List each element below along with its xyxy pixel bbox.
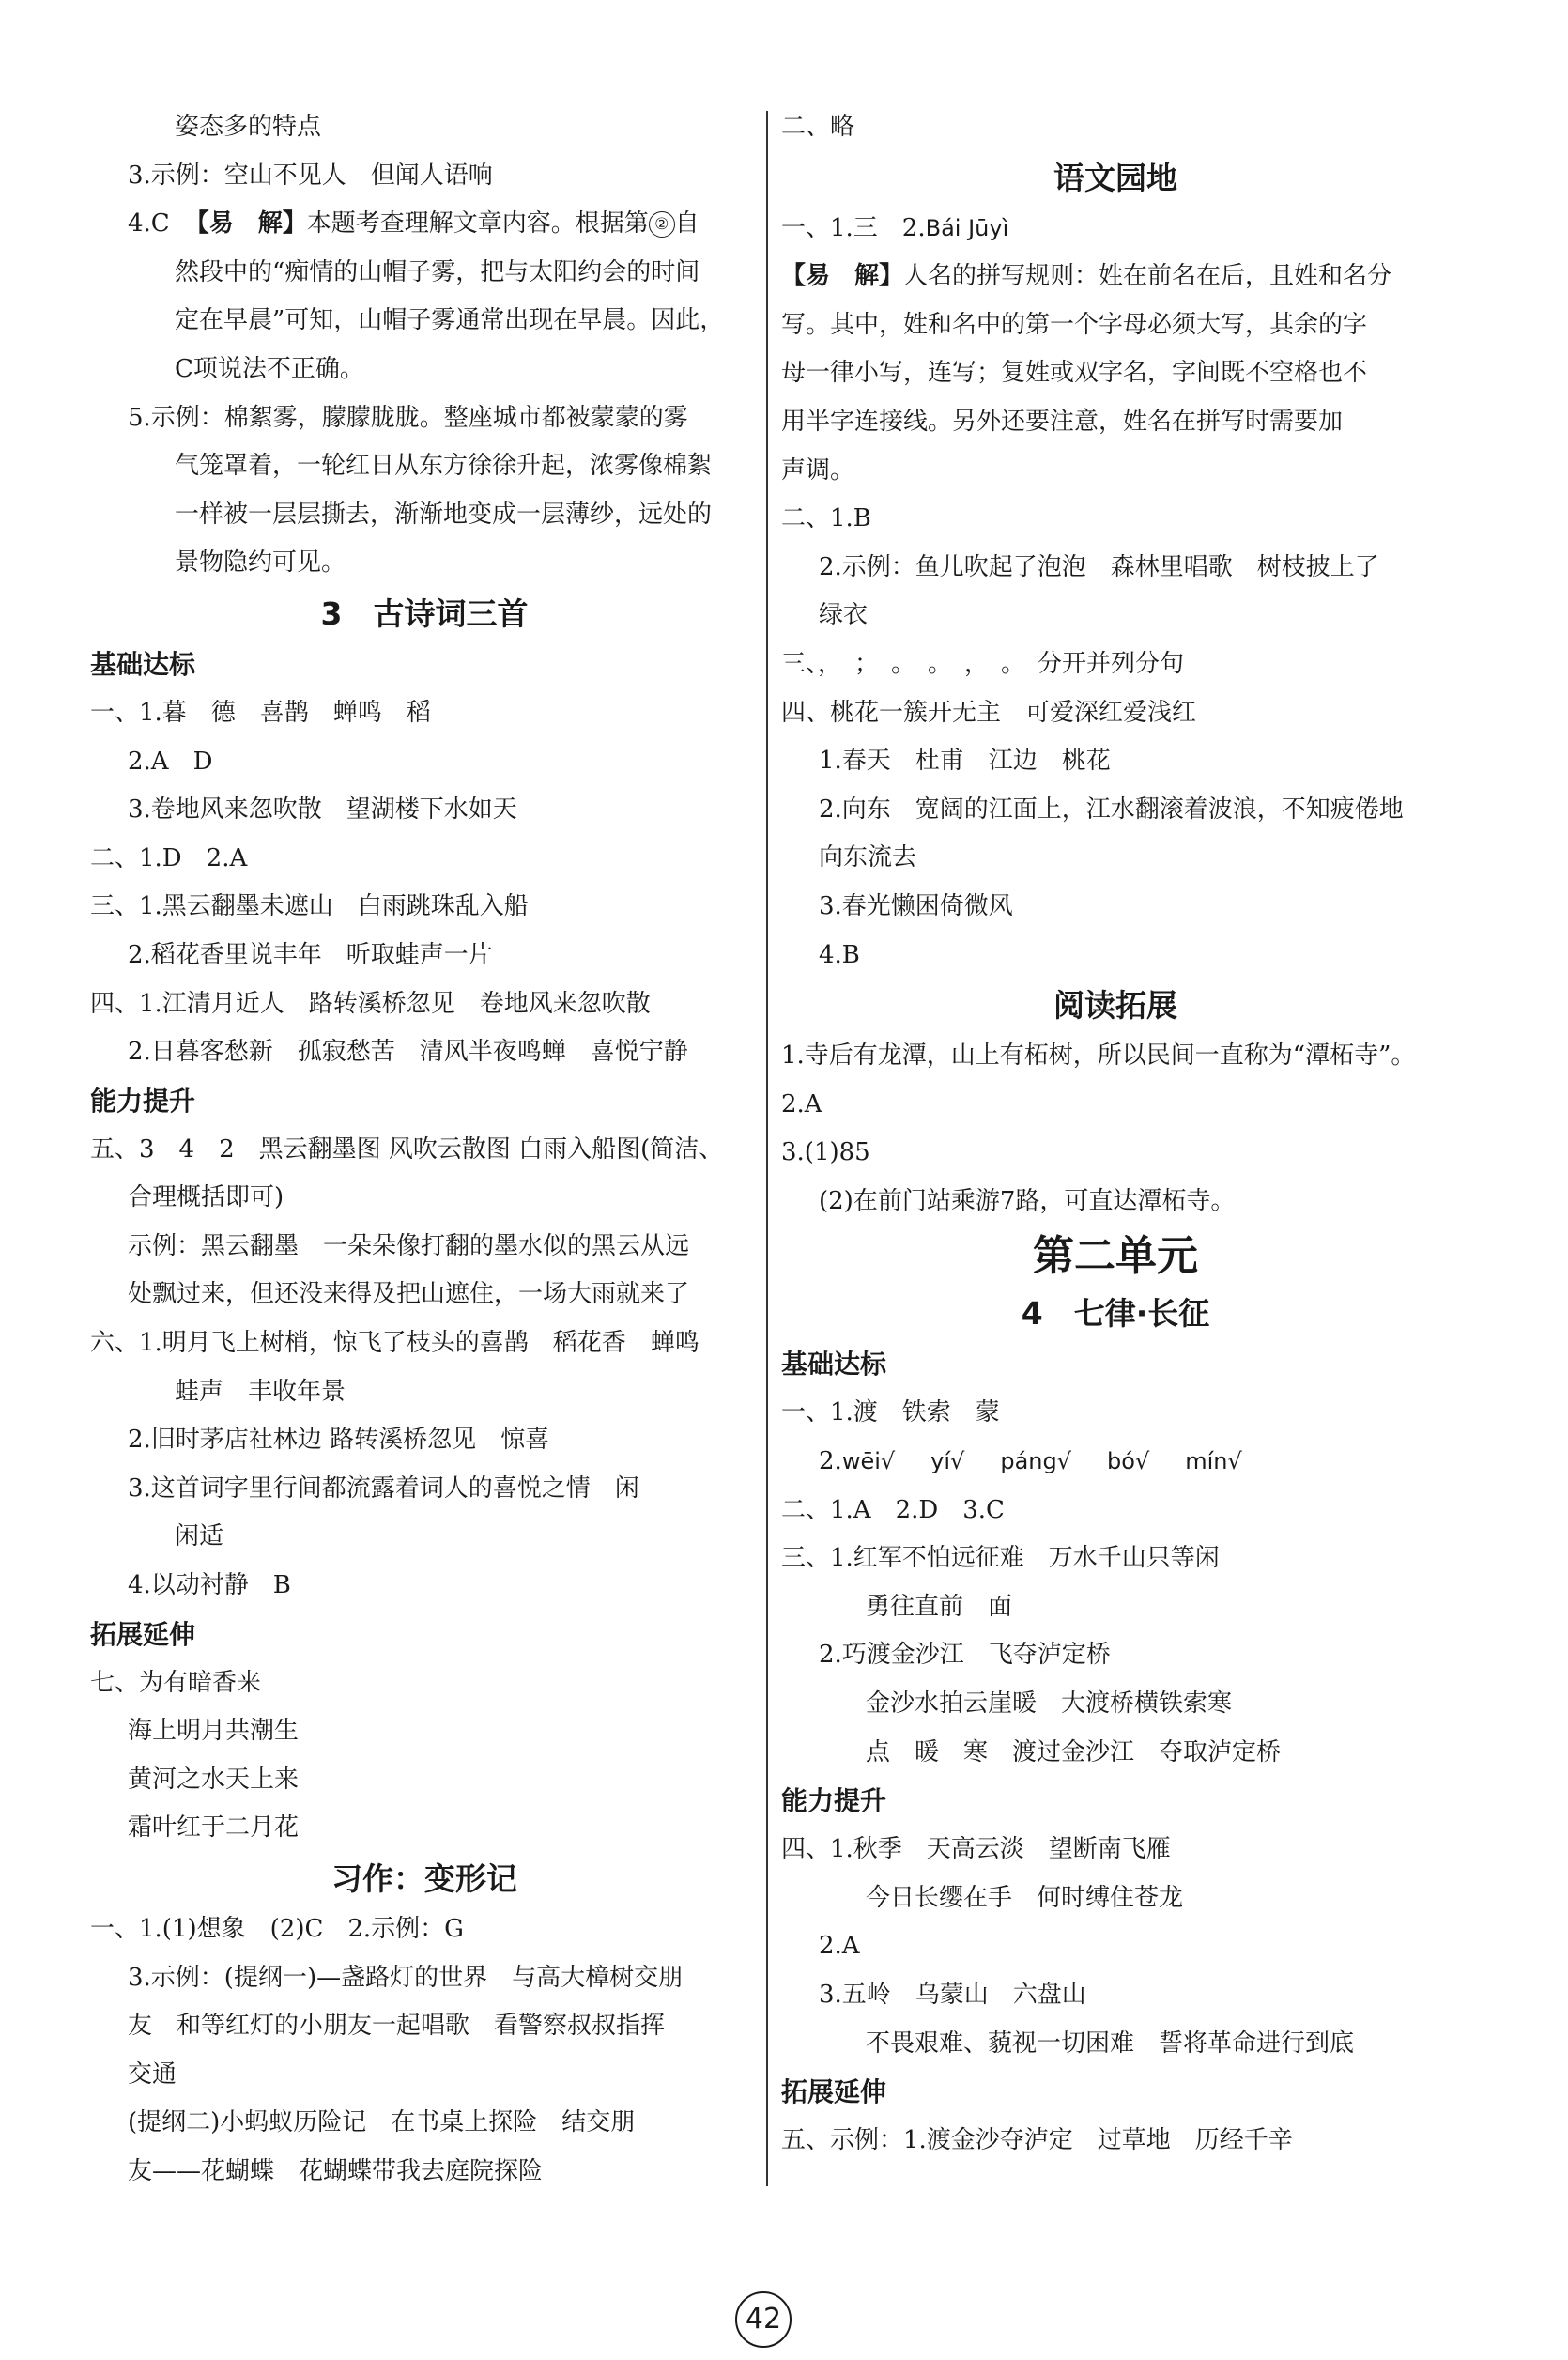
section-title: 阅读拓展 <box>1053 987 1177 1025</box>
pinyin-text: wēi√ <box>841 1448 896 1475</box>
section-heading: 拓展延伸 <box>781 2076 887 2108</box>
column-divider <box>766 111 768 2186</box>
answer-line: 向东流去 <box>819 843 917 872</box>
answer-line: 3.卷地风来忽吹散 望湖楼下水如天 <box>128 795 517 825</box>
answer-line: 一、1.渡 铁索 蒙 <box>781 1398 1000 1427</box>
answer-line: 5.示例：棉絮雾，朦朦胧胧。整座城市都被蒙蒙的雾 <box>128 403 688 432</box>
answer-line: 2.A <box>819 1932 860 1961</box>
section-heading: 拓展延伸 <box>90 1618 196 1650</box>
answer-line: 今日长缨在手 何时缚住苍龙 <box>866 1883 1184 1912</box>
answer-line: 声调。 <box>781 455 855 485</box>
answer-line: 3.(1)85 <box>781 1138 870 1167</box>
pinyin-text: páng√ <box>1000 1448 1072 1475</box>
answer-line: 用半字连接线。另外还要注意，姓名在拼写时需要加 <box>781 407 1344 436</box>
unit-title: 第二单元 <box>1033 1232 1198 1281</box>
section-heading: 能力提升 <box>90 1085 196 1117</box>
answer-line: 五、3 4 2 黑云翻墨图 风吹云散图 白雨入船图(简洁、 <box>90 1134 724 1164</box>
answer-line: 定在早晨”可知，山帽子雾通常出现在早晨。因此， <box>175 306 725 335</box>
pinyin-text: bó√ <box>1107 1448 1150 1475</box>
answer-line: 交通 <box>128 2059 177 2089</box>
answer-line: 五、示例：1.渡金沙夺泸定 过草地 历经千辛 <box>781 2126 1293 2155</box>
answer-line: 2.示例：鱼儿吹起了泡泡 森林里唱歌 树枝披上了 <box>819 552 1379 581</box>
answer-line: 友 和等红灯的小朋友一起唱歌 看警察叔叔指挥 <box>128 2012 666 2041</box>
answer-line: 2.稻花香里说丰年 听取蛙声一片 <box>128 940 493 969</box>
answer-line: 友——花蝴蝶 花蝴蝶带我去庭院探险 <box>128 2156 544 2185</box>
right-column <box>781 103 1450 2166</box>
answer-line: 四、桃花一簇开无主 可爱深红爱浅红 <box>781 698 1197 727</box>
answer-line: 勇往直前 面 <box>866 1592 1013 1621</box>
answer-line: 2.日暮客愁新 孤寂愁苦 清风半夜鸣蝉 喜悦宁静 <box>128 1038 688 1067</box>
yijie-tag: 【易 解】 <box>781 262 904 291</box>
answer-line: 二、略 <box>781 113 855 141</box>
answer-line: 三、1.红军不怕远征难 万水千山只等闲 <box>781 1544 1220 1573</box>
answer-line: 2.A <box>781 1089 822 1118</box>
answer-line: 霜叶红于二月花 <box>128 1813 300 1843</box>
answer-line: (2)在前门站乘游7路，可直达潭柘寺。 <box>819 1186 1236 1215</box>
section-heading: 能力提升 <box>781 1785 887 1817</box>
pinyin-text: yí√ <box>930 1448 965 1475</box>
answer-line: 3.五岭 乌蒙山 六盘山 <box>819 1981 1086 2009</box>
answer-line: 3.这首词字里行间都流露着词人的喜悦之情 闲 <box>128 1473 639 1503</box>
answer-line: 4.C 【易 解】本题考查理解文章内容。根据第 ② 自 <box>128 209 699 239</box>
answer-line: 不畏艰难、藐视一切困难 誓将革命进行到底 <box>866 2028 1355 2058</box>
answer-line: 黄河之水天上来 <box>128 1765 300 1794</box>
answer-line: 四、1.秋季 天高云淡 望断南飞雁 <box>781 1835 1171 1864</box>
answer-line: 2.A D <box>128 747 213 776</box>
answer-line: 二、1.A 2.D 3.C <box>781 1495 1005 1524</box>
circled-number: ② <box>649 211 675 238</box>
answer-line: 2.巧渡金沙江 飞夺泸定桥 <box>819 1641 1111 1670</box>
answer-line: 点 暖 寒 渡过金沙江 夺取泸定桥 <box>866 1737 1282 1766</box>
section-title: 语文园地 <box>1053 159 1177 196</box>
answer-line: 母一律小写，连写；复姓或双字名，字间既不空格也不 <box>781 359 1368 388</box>
answer-line: 金沙水拍云崖暖 大渡桥横铁索寒 <box>866 1689 1233 1719</box>
answer-line: 3.示例：空山不见人 但闻人语响 <box>128 161 493 190</box>
answer-line: C项说法不正确。 <box>175 354 364 383</box>
answer-line: 2.旧时茅店社林边 路转溪桥忽见 惊喜 <box>128 1426 550 1455</box>
answer-line: 二、1.D 2.A <box>90 843 248 872</box>
answer-line: 处飘过来，但还没来得及把山遮住，一场大雨就来了 <box>128 1280 690 1309</box>
answer-line: 三、1.黑云翻墨未遮山 白雨跳珠乱入船 <box>90 892 529 921</box>
answer-line: 蛙声 丰收年景 <box>175 1377 346 1406</box>
answer-line: 一、1.(1)想象 (2)C 2.示例：G <box>90 1915 464 1943</box>
answer-line: 二、1.B <box>781 504 871 533</box>
pinyin-text: Bái Jūyì <box>925 214 1009 241</box>
answer-line: 3.示例：(提纲一)—盏路灯的世界 与高大樟树交朋 <box>128 1963 684 1992</box>
answer-line: 一样被一层层撕去，渐渐地变成一层薄纱，远处的 <box>175 500 713 529</box>
answer-line: 三、， ； 。 。 ， 。 分开并列分句 <box>781 649 1185 678</box>
answer-line: 一、1.暮 德 喜鹊 蝉鸣 稻 <box>90 698 431 727</box>
answer-line: (提纲二)小蚂蚁历险记 在书桌上探险 结交朋 <box>128 2108 636 2137</box>
answer-line: 七、为有暗香来 <box>90 1668 262 1697</box>
pinyin-text: mín√ <box>1185 1448 1242 1475</box>
answer-line: 1.春天 杜甫 江边 桃花 <box>819 747 1111 776</box>
answer-line: 气笼罩着，一轮红日从东方徐徐升起，浓雾像棉絮 <box>175 452 713 481</box>
left-column <box>90 103 759 2197</box>
answer-line: 3.春光懒困倚微风 <box>819 891 1013 920</box>
answer-line: 合理概括即可) <box>128 1183 284 1212</box>
answer-line: 姿态多的特点 <box>175 113 322 141</box>
answer-line: 一、1.三 2.Bái Jūyì <box>781 213 1009 242</box>
answer-line: 六、1.明月飞上树梢，惊飞了枝头的喜鹊 稻花香 蝉鸣 <box>90 1329 699 1358</box>
page-number: 42 <box>735 2291 792 2348</box>
section-heading: 基础达标 <box>90 648 196 680</box>
answer-line: 景物隐约可见。 <box>175 548 346 578</box>
section-title: 4 七律·长征 <box>1021 1295 1210 1333</box>
answer-line: 海上明月共潮生 <box>128 1717 300 1746</box>
section-heading: 基础达标 <box>781 1349 887 1381</box>
answer-line: 【易 解】人名的拼写规则：姓在前名在后，且姓和名分 <box>781 262 1392 291</box>
answer-line: 2.wēi√ yí√ páng√ bó√ mín√ <box>819 1447 1242 1476</box>
yijie-tag: 【易 解】 <box>184 209 307 239</box>
answer-line: 闲适 <box>175 1522 224 1551</box>
answer-line: 2.向东 宽阔的江面上，江水翻滚着波浪，不知疲倦地 <box>819 794 1404 824</box>
section-title: 3 古诗词三首 <box>320 594 529 632</box>
answer-line: 四、1.江清月近人 路转溪桥忽见 卷地风来忽吹散 <box>90 989 651 1018</box>
answer-line: 写。其中，姓和名中的第一个字母必须大写，其余的字 <box>781 310 1368 339</box>
section-title: 习作：变形记 <box>331 1860 517 1897</box>
answer-line: 绿衣 <box>819 601 869 630</box>
answer-line: 4.以动衬静 B <box>128 1571 291 1600</box>
answer-line: 4.B <box>819 940 860 969</box>
answer-line: 然段中的“痴情的山帽子雾，把与太阳约会的时间 <box>175 257 700 286</box>
answer-line: 1.寺后有龙潭，山上有柘树，所以民间一直称为“潭柘寺”。 <box>781 1041 1416 1071</box>
answer-line: 示例：黑云翻墨 一朵朵像打翻的墨水似的黑云从远 <box>128 1231 690 1260</box>
